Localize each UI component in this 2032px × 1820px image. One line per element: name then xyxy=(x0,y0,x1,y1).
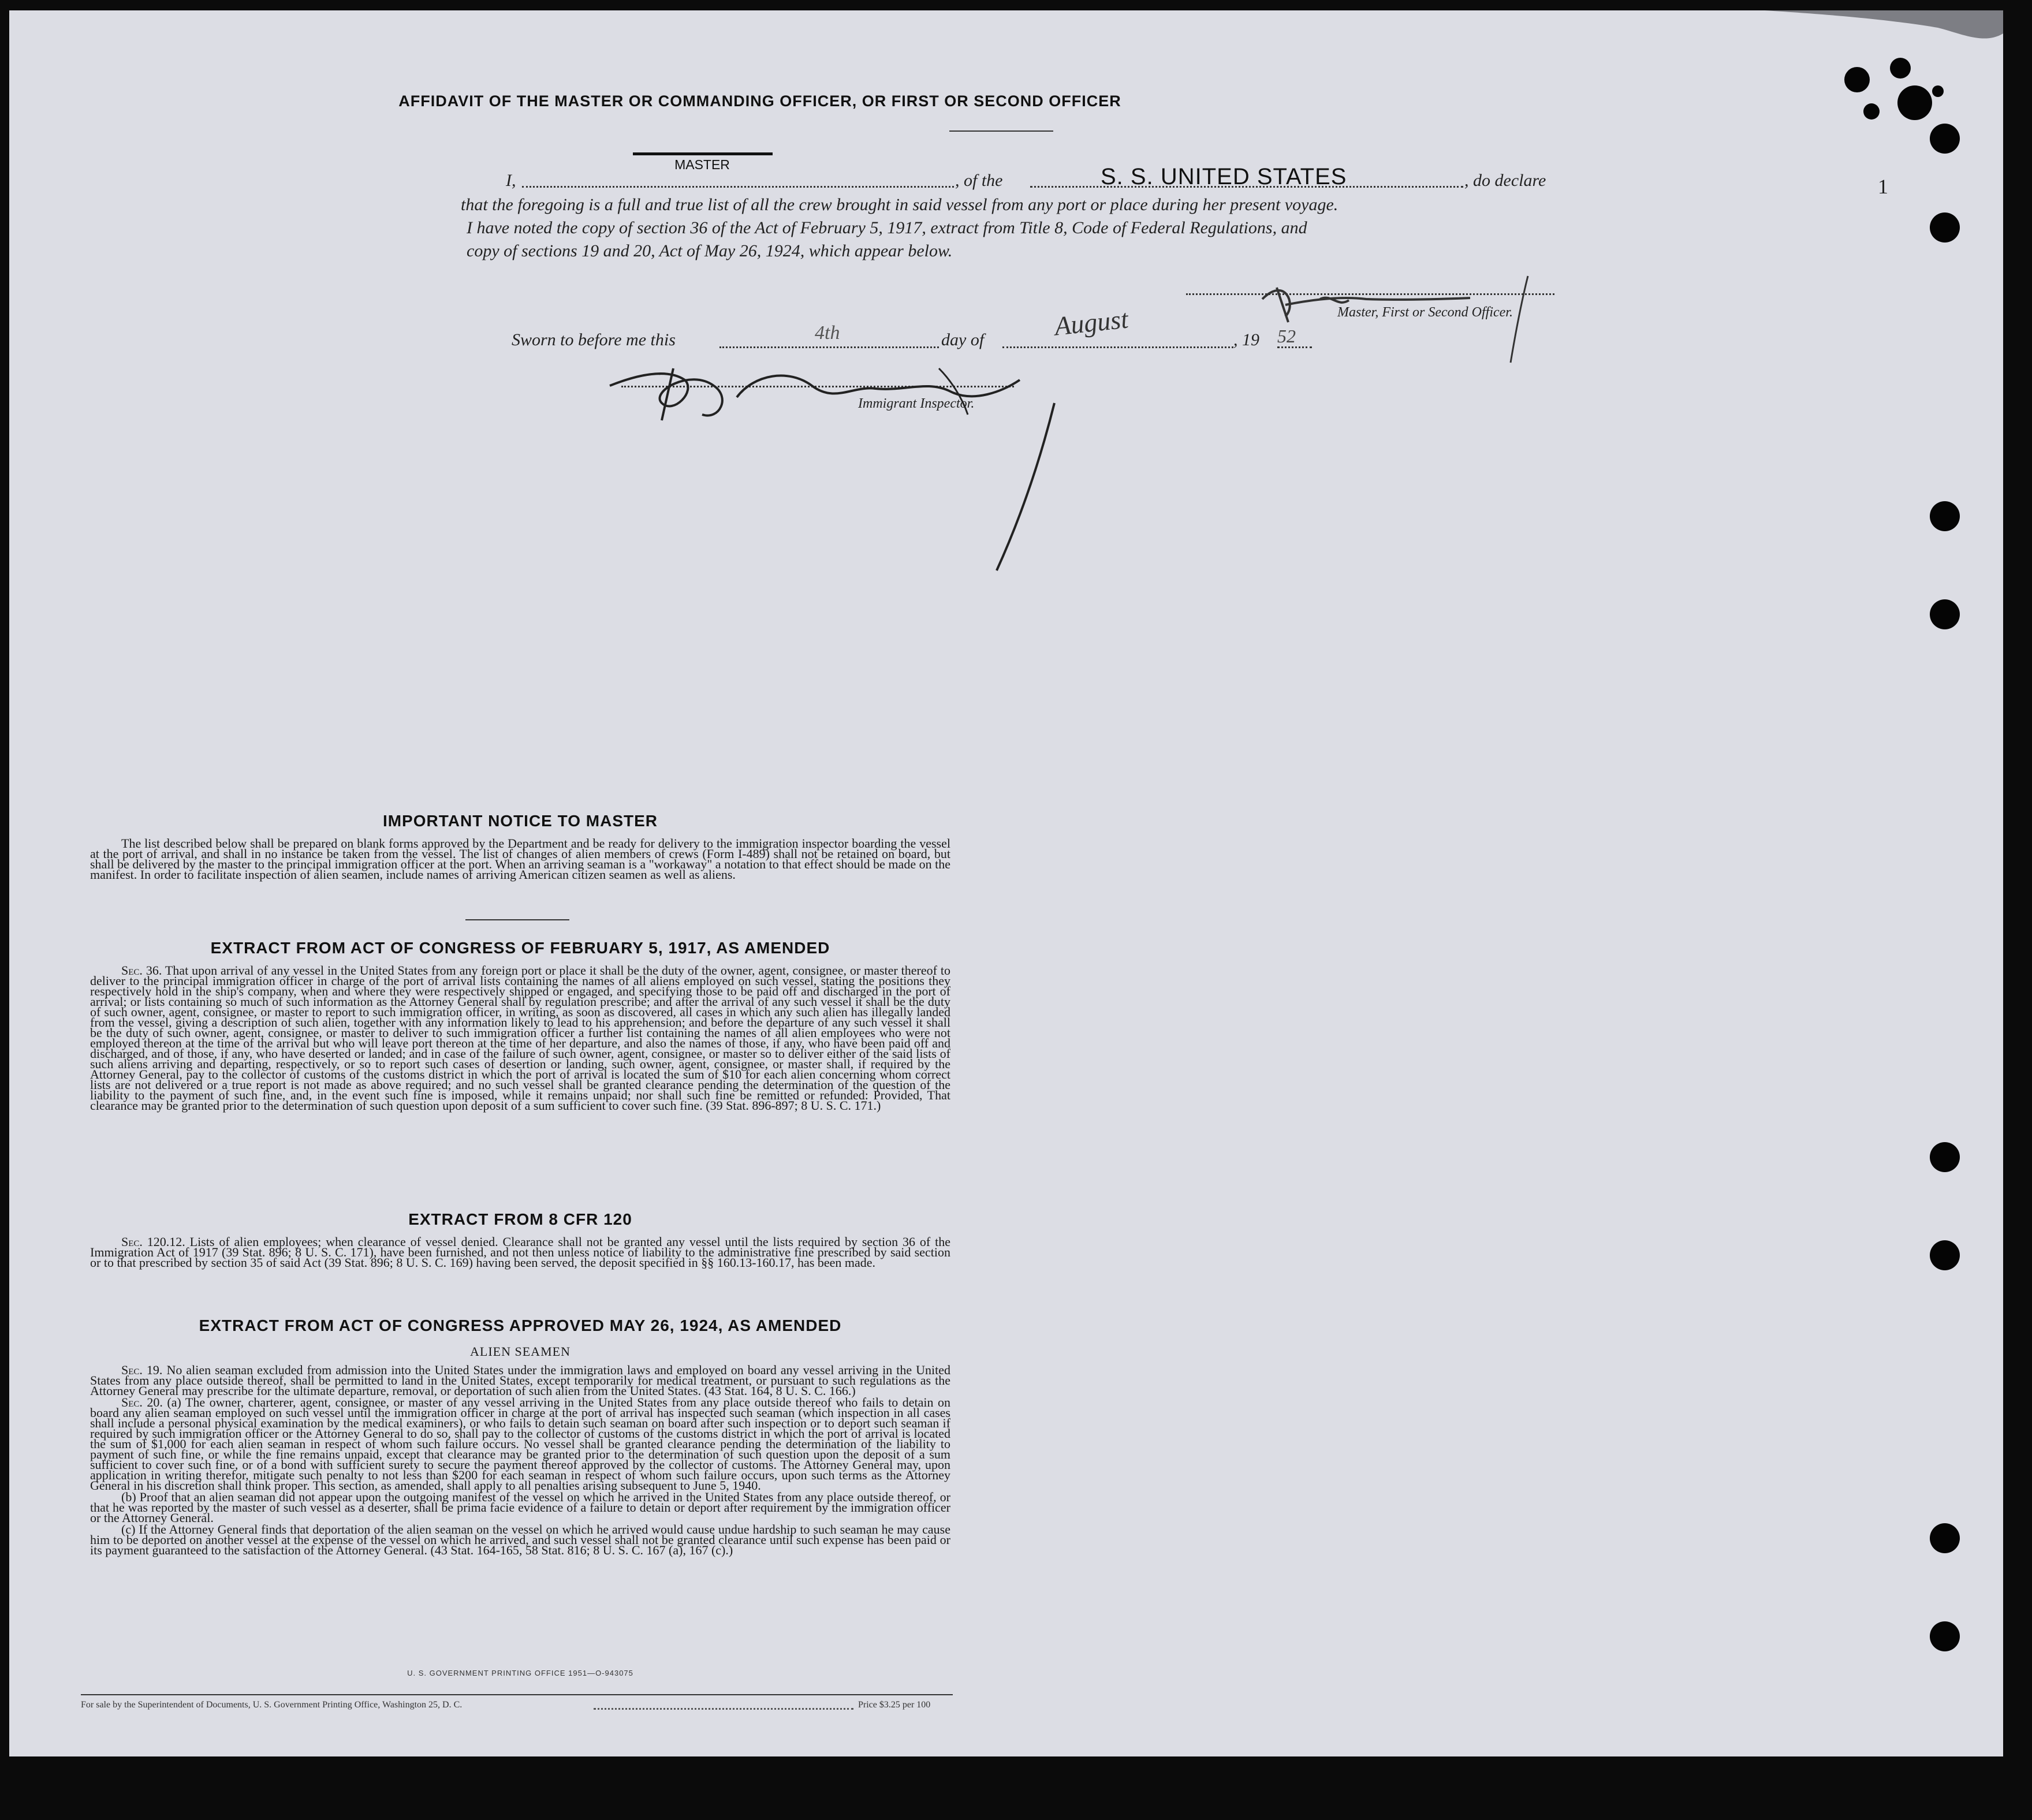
extract-1924-title: EXTRACT FROM ACT OF CONGRESS APPROVED MAY 26, 1924, AS AMENDED xyxy=(199,1316,842,1334)
extract-1917-text: That upon arrival of any vessel in the United States from any foreign port or place it shall be the duty of the owner, agent, consignee, or master thereof to deliver to the principal immigration officer in charge of the port of arrival lists containing the names of all aliens employed on such vessel, stating the positions they respectively hold in the ship's company, when and where they were respectively shipped or engaged, and specifying those to be paid off and discharged in the port of arrival; or lists containing so much of such information as the Attorney General shall by regulation prescribe; and after the arrival of any such vessel it shall be the duty of such owner, agent, consignee, or master to report to such immigration officer, in writing, as soon as discovered, all cases in which any such alien has illegally landed from the vessel, giving a description of such alien, together with any information likely to lead to his apprehension; and before the departure of any such vessel it shall be the duty of such owner, agent, consignee, or master to deliver to such immigration officer a further list containing the names of all alien employees who were not employed thereon at the time of the arrival but who will leave port thereon at the time of her departure, and also the names of those, if any, who have been paid off and discharged, and of those, if any, who have deserted or landed; and in case of the failure of such owner, agent, consignee, or master so to deliver either of the said lists of such aliens arriving and departing, respectively, or so to report such cases of desertion or landing, such owner, agent, consignee, or master shall, if required by the Attorney General, pay to the collector of customs of the customs district in which the port of arrival is located the sum of $10 for each alien concerning whom correct lists are not delivered or a true report is not made as above required; and no such vessel shall be granted clearance pending the determination of the question of the liability to the payment of such fine, and, in the event such fine is imposed, while it remains unpaid; nor shall such fine be remitted or refunded: Provided, That clearance may be granted prior to the determination of such question upon deposit of a sum sufficient to cover such fine. (39 Stat. 896-897; 8 U. S. C. 171.) xyxy=(90,963,950,1113)
month-value: August xyxy=(1053,304,1130,341)
sec19-label: Sec. 19. xyxy=(121,1363,163,1377)
of-the-label: , of the xyxy=(955,171,1003,190)
notice-body xyxy=(90,838,950,881)
vessel-value: S. S. UNITED STATES xyxy=(1101,164,1347,189)
binder-hole xyxy=(1930,1142,1960,1172)
do-declare-label: , do declare xyxy=(1464,171,1546,190)
gpo-imprint: U. S. GOVERNMENT PRINTING OFFICE 1951—O-943075 xyxy=(407,1669,633,1677)
notice-rule xyxy=(465,919,569,920)
affidavit-line2: that the foregoing is a full and true list of all the crew brought in said vessel from any port or place during her present voyage. xyxy=(461,195,1338,214)
binder-hole xyxy=(1930,1523,1960,1553)
footer-left: For sale by the Superintendent of Documents, U. S. Government Printing Office, Washington 25, D. C. xyxy=(81,1700,463,1710)
sec20-label: Sec. 20. xyxy=(121,1395,163,1409)
name-stamp-rule xyxy=(633,152,773,155)
binder-hole xyxy=(1930,501,1960,531)
affidavit-title: AFFIDAVIT OF THE MASTER OR COMMANDING OFFICER, OR FIRST OR SECOND OFFICER xyxy=(398,92,1121,110)
binder-hole xyxy=(1930,1621,1960,1651)
i-label: I, xyxy=(506,171,516,190)
inspector-caption: Immigrant Inspector. xyxy=(858,396,975,411)
affidavit-line4: copy of sections 19 and 20, Act of May 26, 1924, which appear below. xyxy=(467,241,953,260)
binder-hole xyxy=(1930,599,1960,629)
master-caption: Master, First or Second Officer. xyxy=(1337,305,1513,320)
sworn-label: Sworn to before me this xyxy=(512,330,676,349)
inspector-signature xyxy=(604,334,1066,576)
day-value: 4th xyxy=(815,322,840,344)
extract-1917-body xyxy=(90,965,950,1112)
sec20b-text: (b) Proof that an alien seaman did not appear upon the outgoing manifest of the vessel on which he arrived in the United States from any place outside thereof, or that he was reported by the master of such vessel as a deserter, shall be prima facie evidence of a failure to detain or deport after requirement by the immigration officer or the Attorney General. xyxy=(90,1490,950,1525)
year-prefix: , 19 xyxy=(1233,330,1259,349)
name-line xyxy=(522,186,954,188)
extract-1924-body xyxy=(90,1365,950,1557)
notice-text: The list described below shall be prepared on blank forms approved by the Department and be ready for delivery to the immigration inspector boarding the vessel at the port of arrival, and shall in no instance be taken from the vessel. The list of changes of alien members of crews (Form I-489) shall not be retained on board, but shall be delivered by the master to the principal immigration officer at the port. When an arriving seaman is a "workaway" a notation to that effect should be made on the manifest. In order to facilitate inspection of alien seamen, include names of arriving American citizen seamen as well as aliens. xyxy=(90,836,950,882)
form-page xyxy=(9,10,2003,1756)
sec20a-text: (a) The owner, charterer, agent, consignee, or master of any vessel arriving in the United States from any place outside thereof who fails to detain on board any alien seaman employed on such vessel until the immigration officer in charge at the port of arrival has inspected such seaman (which inspection in all cases shall include a personal physical examination by the medical examiners), or who fails to detain such seaman on board after such inspection or to deport such seaman if required by such immigration officer or the Attorney General to do so, shall pay to the collector of customs of the customs district in which the port of arrival is located the sum of $1,000 for each alien seaman in respect of whom such failure occurs. No vessel shall be granted clearance pending the determination of the liability to payment of such fine, or while the fine remains unpaid, except that clearance may be granted prior to the determination of such question upon the deposit of a sum sufficient to cover such fine, or of a bond with sufficient surety to secure the payment thereof approved by the collector of customs. The Attorney General may, upon application in writing therefor, mitigate such penalty to not less than $200 for each seaman in respect of whom such failure occurs, upon such terms as the Attorney General in his discretion shall think proper. This section, as amended, shall apply to all penalties arising subsequent to June 5, 1940. xyxy=(90,1395,951,1493)
title-rule xyxy=(949,130,1053,132)
day-of-label: day of xyxy=(941,330,985,349)
extract-1917-title: EXTRACT FROM ACT OF CONGRESS OF FEBRUARY 5, 1917, AS AMENDED xyxy=(210,939,830,957)
extract-1917-sec: Sec. 36. xyxy=(121,963,162,978)
year-value: 52 xyxy=(1277,326,1296,346)
footer-rule xyxy=(81,1694,953,1695)
footer-leader xyxy=(594,1708,853,1710)
binder-hole xyxy=(1930,1240,1960,1270)
binder-hole xyxy=(1930,212,1960,243)
master-signature xyxy=(1251,264,1574,368)
extract-1924-subtitle: ALIEN SEAMEN xyxy=(470,1344,571,1359)
margin-mark: 1 xyxy=(1878,175,1888,198)
corner-damage xyxy=(1765,10,2003,143)
notice-title: IMPORTANT NOTICE TO MASTER xyxy=(382,812,658,830)
extract-cfr-text: Lists of alien employees; when clearance of vessel denied. Clearance shall not be granted any vessel until the lists required by section 36 of the Immigration Act of 1917 (39 Stat. 896; 8 U. S. C. 171), have been furnished, and not then unless notice of liability to the administrative fine prescribed by said section or to that prescribed by section 35 of said Act (39 Stat. 896; 8 U. S. C. 169) having been served, the deposit specified in §§ 160.13-160.17, has been made. xyxy=(90,1235,951,1270)
extract-cfr-title: EXTRACT FROM 8 CFR 120 xyxy=(408,1210,632,1228)
sec20c-text: (c) If the Attorney General finds that deportation of the alien seaman on the vessel on which he arrived would cause undue hardship to such seaman he may cause him to be deported on another vessel at the expense of the vessel on which he arrived, and such vessel shall not be granted clearance until such expense has been paid or its payment guaranteed to the satisfaction of the Attorney General. (43 Stat. 164-165, 58 Stat. 816; 8 U. S. C. 167 (a), 167 (c).) xyxy=(90,1522,950,1557)
affidavit-line3: I have noted the copy of section 36 of the Act of February 5, 1917, extract from Title 8, Code of Federal Regulations, and xyxy=(467,218,1307,237)
extract-cfr-sec: Sec. 120.12. xyxy=(121,1235,185,1249)
sec19-text: No alien seaman excluded from admission into the United States under the immigration laws and employed on board any vessel arriving in the United States from any place outside thereof, shall be permitted to land in the United States, except temporarily for medical treatment, or pursuant to such regulations as the Attorney General may prescribe for the ultimate departure, removal, or deportation of such alien from the United States. (43 Stat. 164, 8 U. S. C. 166.) xyxy=(90,1363,950,1398)
footer-right: Price $3.25 per 100 xyxy=(858,1700,931,1710)
name-value: MASTER xyxy=(674,157,730,172)
extract-cfr-body xyxy=(90,1237,950,1269)
